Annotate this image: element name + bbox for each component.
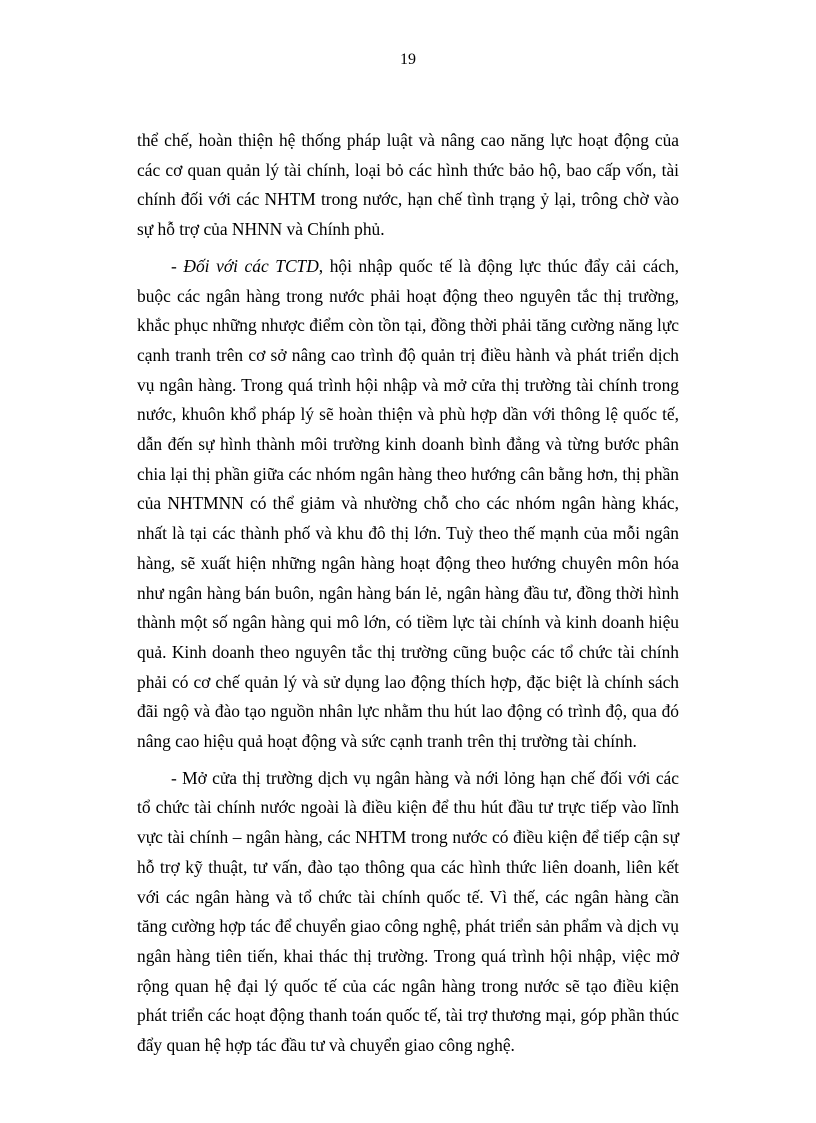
document-body: [137, 126, 679, 1061]
paragraph-3: - Mở cửa thị trường dịch vụ ngân hàng và nới lỏng hạn chế đối với các tổ chức tài chính nước ngoài là điều kiện để thu hút đầu tư trực tiếp vào lĩnh vực tài chính – ngân hàng, các NHTM trong nước có điều kiện để tiếp cận sự hỗ trợ kỹ thuật, tư vấn, đào tạo thông qua các hình thức liên doanh, liên kết với các ngân hàng và tổ chức tài chính quốc tế. Vì thế, các ngân hàng cần tăng cường hợp tác để chuyển giao công nghệ, phát triển sản phẩm và dịch vụ ngân hàng tiên tiến, khai thác thị trường. Trong quá trình hội nhập, việc mở rộng quan hệ đại lý quốc tế của các ngân hàng trong nước sẽ tạo điều kiện phát triển các hoạt động thanh toán quốc tế, tài trợ thương mại, góp phần thúc đẩy quan hệ hợp tác đầu tư và chuyển giao công nghệ.: [137, 767, 679, 1056]
paragraph-2-lead: -: [171, 255, 184, 276]
paragraph-2-emphasis: Đối với các TCTD: [183, 255, 319, 276]
paragraph-2-text: , hội nhập quốc tế là động lực thúc đẩy cải cách, buộc các ngân hàng trong nước phải hoạt động theo nguyên tắc thị trường, khắc phục những nhược điểm còn tồn tại, đồng thời phải tăng cường năng lực cạnh tranh trên cơ sở nâng cao trình độ quản trị điều hành và phát triển dịch vụ ngân hàng. Trong quá trình hội nhập và mở cửa thị trường tài chính trong nước, khuôn khổ pháp lý sẽ hoàn thiện và phù hợp dần với thông lệ quốc tế, dẫn đến sự hình thành môi trường kinh doanh bình đẳng và từng bước phân chia lại thị phần giữa các nhóm ngân hàng theo hướng cân bằng hơn, thị phần của NHTMNN có thể giảm và nhường chỗ cho các nhóm ngân hàng khác, nhất là tại các thành phố và khu đô thị lớn. Tuỳ theo thế mạnh của mỗi ngân hàng, sẽ xuất hiện những ngân hàng hoạt động theo hướng chuyên môn hóa như ngân hàng bán buôn, ngân hàng bán lẻ, ngân hàng đầu tư, đồng thời hình thành một số ngân hàng qui mô lớn, có tiềm lực tài chính và kinh doanh hiệu quả. Kinh doanh theo nguyên tắc thị trường cũng buộc các tổ chức tài chính phải có cơ chế quản lý và sử dụng lao động thích hợp, đặc biệt là chính sách đãi ngộ và đào tạo nguồn nhân lực nhằm thu hút lao động có trình độ, qua đó nâng cao hiệu quả hoạt động và sức cạnh tranh trên thị trường tài chính.: [137, 255, 679, 752]
page-number: 19: [400, 51, 416, 68]
paragraph-1: thể chế, hoàn thiện hệ thống pháp luật và nâng cao năng lực hoạt động của các cơ quan quản lý tài chính, loại bỏ các hình thức bảo hộ, bao cấp vốn, tài chính đối với các NHTM trong nước, hạn chế tình trạng ỷ lại, trông chờ vào sự hỗ trợ của NHNN và Chính phủ.: [137, 130, 679, 240]
paragraph-2: [137, 252, 679, 757]
